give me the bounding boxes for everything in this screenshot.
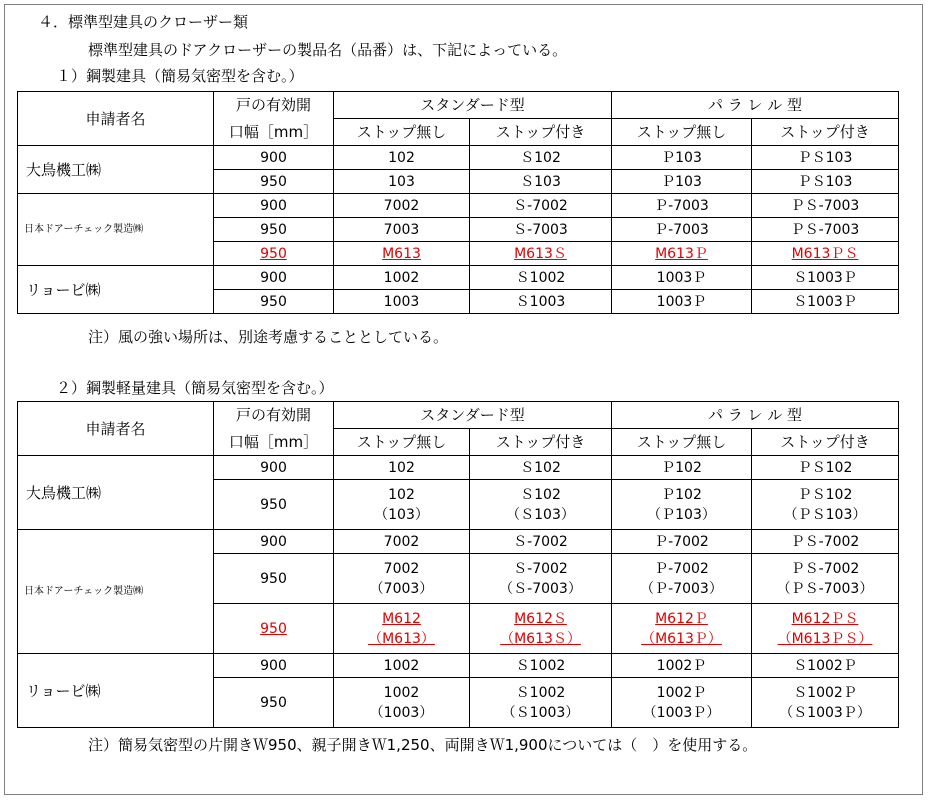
cell-model (612, 604, 752, 654)
cell-model (334, 654, 470, 678)
header-parallel-stop: ストップ付き (752, 119, 899, 146)
table-row (18, 530, 899, 554)
cell-model: ＰＳ103 (752, 146, 899, 170)
cell-model (612, 654, 752, 678)
cell-width: 950 (214, 480, 334, 530)
table-row (18, 456, 899, 480)
model-number: Ｐ-7002 (654, 533, 709, 550)
model-number: Ｓ1002Ｐ (793, 657, 857, 674)
cell-model: Ｓ1003 (470, 290, 612, 314)
cell-model (470, 530, 612, 554)
cell-width: 900 (214, 456, 334, 480)
model-number: M612Ｐ (655, 610, 708, 627)
model-number-alt: （Ｐ103） (647, 506, 716, 523)
cell-model (470, 456, 612, 480)
cell-width: 900 (214, 530, 334, 554)
cell-model: 103 (334, 170, 470, 194)
header-width-2: 口幅［mm］ (214, 119, 334, 146)
cell-width: 900 (214, 194, 334, 218)
maker-name: 大鳥機工㈱ (18, 146, 214, 194)
cell-model: Ｓ-7002 (470, 194, 612, 218)
model-number-alt: （M613Ｐ） (641, 630, 722, 647)
cell-model (752, 654, 899, 678)
cell-model: M613Ｓ (470, 242, 612, 266)
cell-model (752, 678, 899, 728)
cell-model (752, 554, 899, 604)
header-parallel: パ ラ レ ル 型 (612, 402, 899, 429)
cell-model: M613Ｐ (612, 242, 752, 266)
model-number-alt: （7003） (369, 580, 434, 597)
model-number: Ｓ1002 (515, 657, 566, 674)
cell-model: M613 (334, 242, 470, 266)
cell-model: 1003Ｐ (612, 266, 752, 290)
header-applicant: 申請者名 (18, 92, 214, 146)
cell-model: ＰＳ-7003 (752, 218, 899, 242)
cell-model (612, 530, 752, 554)
cell-model (470, 678, 612, 728)
model-number-alt: （M613Ｓ） (500, 630, 581, 647)
maker-name: 日本ドアーチェック製造㈱ (18, 530, 214, 654)
model-number: Ｓ-7002 (513, 533, 568, 550)
cell-width: 950 (214, 170, 334, 194)
model-number-alt: （M613ＰＳ） (777, 630, 873, 647)
cell-model (334, 604, 470, 654)
model-number: M612Ｓ (514, 610, 567, 627)
model-number: 1002 (383, 657, 420, 674)
table1-caption: １）鋼製建具（簡易気密型を含む。） (56, 67, 304, 85)
header-standard: スタンダード型 (334, 402, 612, 429)
cell-model: 1003 (334, 290, 470, 314)
cell-model (470, 654, 612, 678)
cell-width: 950 (214, 554, 334, 604)
model-number: 1002Ｐ (656, 657, 707, 674)
header-width-1: 戸の有効開 (214, 92, 334, 119)
cell-model: Ｓ-7003 (470, 218, 612, 242)
cell-model (752, 604, 899, 654)
model-number: 102 (388, 486, 415, 503)
cell-model: 7003 (334, 218, 470, 242)
model-number: Ｓ1002 (515, 684, 566, 701)
cell-model: Ｓ102 (470, 146, 612, 170)
cell-width: 950 (214, 678, 334, 728)
model-number-alt: （Ｐ-7003） (640, 580, 723, 597)
cell-model: Ｐ103 (612, 146, 752, 170)
model-number: Ｐ-7002 (654, 560, 709, 577)
model-number-alt: （Ｓ1003Ｐ） (779, 704, 871, 721)
cell-model (752, 456, 899, 480)
header-width-2: 口幅［mm］ (214, 429, 334, 456)
cell-model: 7002 (334, 194, 470, 218)
header-parallel-stop: ストップ付き (752, 429, 899, 456)
cell-model (612, 554, 752, 604)
table-light-steel-doors (17, 401, 899, 728)
cell-width: 950 (214, 242, 334, 266)
cell-model: Ｓ1003Ｐ (752, 266, 899, 290)
model-number-alt: （Ｓ-7003） (499, 580, 582, 597)
header-standard-stop: ストップ付き (470, 429, 612, 456)
cell-width: 950 (214, 290, 334, 314)
cell-model (334, 530, 470, 554)
cell-model: Ｐ-7003 (612, 218, 752, 242)
cell-width: 950 (214, 218, 334, 242)
model-number: Ｓ-7002 (513, 560, 568, 577)
table-steel-doors (17, 91, 899, 314)
table1-note: 注）風の強い場所は、別途考慮することとしている。 (88, 328, 449, 346)
table-row (18, 266, 899, 290)
header-parallel: パ ラ レ ル 型 (612, 92, 899, 119)
cell-model: Ｓ103 (470, 170, 612, 194)
cell-model: M613ＰＳ (752, 242, 899, 266)
model-number: 1002 (383, 684, 420, 701)
model-number-alt: （M613） (368, 630, 435, 647)
model-number: 7002 (383, 533, 420, 550)
model-number-alt: （Ｓ103） (506, 506, 575, 523)
cell-model (612, 456, 752, 480)
table2-caption: ２）鋼製軽量建具（簡易気密型を含む。） (56, 379, 334, 397)
cell-model: 1003Ｐ (612, 290, 752, 314)
cell-model (334, 480, 470, 530)
intro-text: 標準型建具のドアクローザーの製品名（品番）は、下記によっている。 (88, 41, 568, 59)
cell-width: 900 (214, 146, 334, 170)
model-number: 7002 (383, 560, 420, 577)
cell-model: Ｐ103 (612, 170, 752, 194)
cell-model (612, 678, 752, 728)
cell-model (470, 480, 612, 530)
model-number-alt: （Ｓ1003） (501, 704, 580, 721)
model-number-alt: （ＰＳ103） (783, 506, 867, 523)
table2-note: 注）簡易気密型の片開きＷ950、親子開きＷ1,250、両開きＷ1,900については（ ）を使用する。 (88, 736, 758, 754)
header-standard-nostop: ストップ無し (334, 429, 470, 456)
cell-model (612, 480, 752, 530)
model-number-alt: （1003） (369, 704, 434, 721)
maker-name: 日本ドアーチェック製造㈱ (18, 194, 214, 266)
cell-width: 900 (214, 654, 334, 678)
cell-model: Ｐ-7003 (612, 194, 752, 218)
model-number: Ｓ102 (520, 459, 561, 476)
cell-width: 900 (214, 266, 334, 290)
model-number: M612ＰＳ (791, 610, 859, 627)
header-parallel-nostop: ストップ無し (612, 119, 752, 146)
header-standard: スタンダード型 (334, 92, 612, 119)
section-title: ４．標準型建具のクローザー類 (38, 13, 249, 31)
cell-model: ＰＳ103 (752, 170, 899, 194)
header-applicant: 申請者名 (18, 402, 214, 456)
model-number: ＰＳ102 (797, 459, 853, 476)
cell-model (334, 678, 470, 728)
table-row (18, 146, 899, 170)
cell-model: 102 (334, 146, 470, 170)
cell-model (752, 530, 899, 554)
model-number: Ｓ102 (520, 486, 561, 503)
header-parallel-nostop: ストップ無し (612, 429, 752, 456)
cell-model: ＰＳ-7003 (752, 194, 899, 218)
model-number: Ｓ1002Ｐ (793, 684, 857, 701)
cell-model: Ｓ1002 (470, 266, 612, 290)
cell-model (470, 554, 612, 604)
table-row (18, 654, 899, 678)
model-number-alt: （1003Ｐ） (642, 704, 721, 721)
model-number-alt: （103） (374, 506, 429, 523)
maker-name: リョービ㈱ (18, 654, 214, 728)
model-number-alt: （ＰＳ-7003） (776, 580, 874, 597)
cell-width: 950 (214, 604, 334, 654)
maker-name: 大鳥機工㈱ (18, 456, 214, 530)
model-number: Ｐ102 (661, 486, 702, 503)
table-row (18, 194, 899, 218)
model-number: Ｐ102 (661, 459, 702, 476)
maker-name: リョービ㈱ (18, 266, 214, 314)
cell-model (470, 604, 612, 654)
header-width-1: 戸の有効開 (214, 402, 334, 429)
header-standard-stop: ストップ付き (470, 119, 612, 146)
model-number: ＰＳ-7002 (790, 533, 860, 550)
cell-model: Ｓ1003Ｐ (752, 290, 899, 314)
cell-model (334, 554, 470, 604)
header-standard-nostop: ストップ無し (334, 119, 470, 146)
model-number: ＰＳ-7002 (790, 560, 860, 577)
cell-model (752, 480, 899, 530)
model-number: ＰＳ102 (797, 486, 853, 503)
model-number: 1002Ｐ (656, 684, 707, 701)
cell-model: 1002 (334, 266, 470, 290)
model-number: 102 (388, 459, 415, 476)
model-number: M612 (382, 610, 421, 627)
cell-model (334, 456, 470, 480)
